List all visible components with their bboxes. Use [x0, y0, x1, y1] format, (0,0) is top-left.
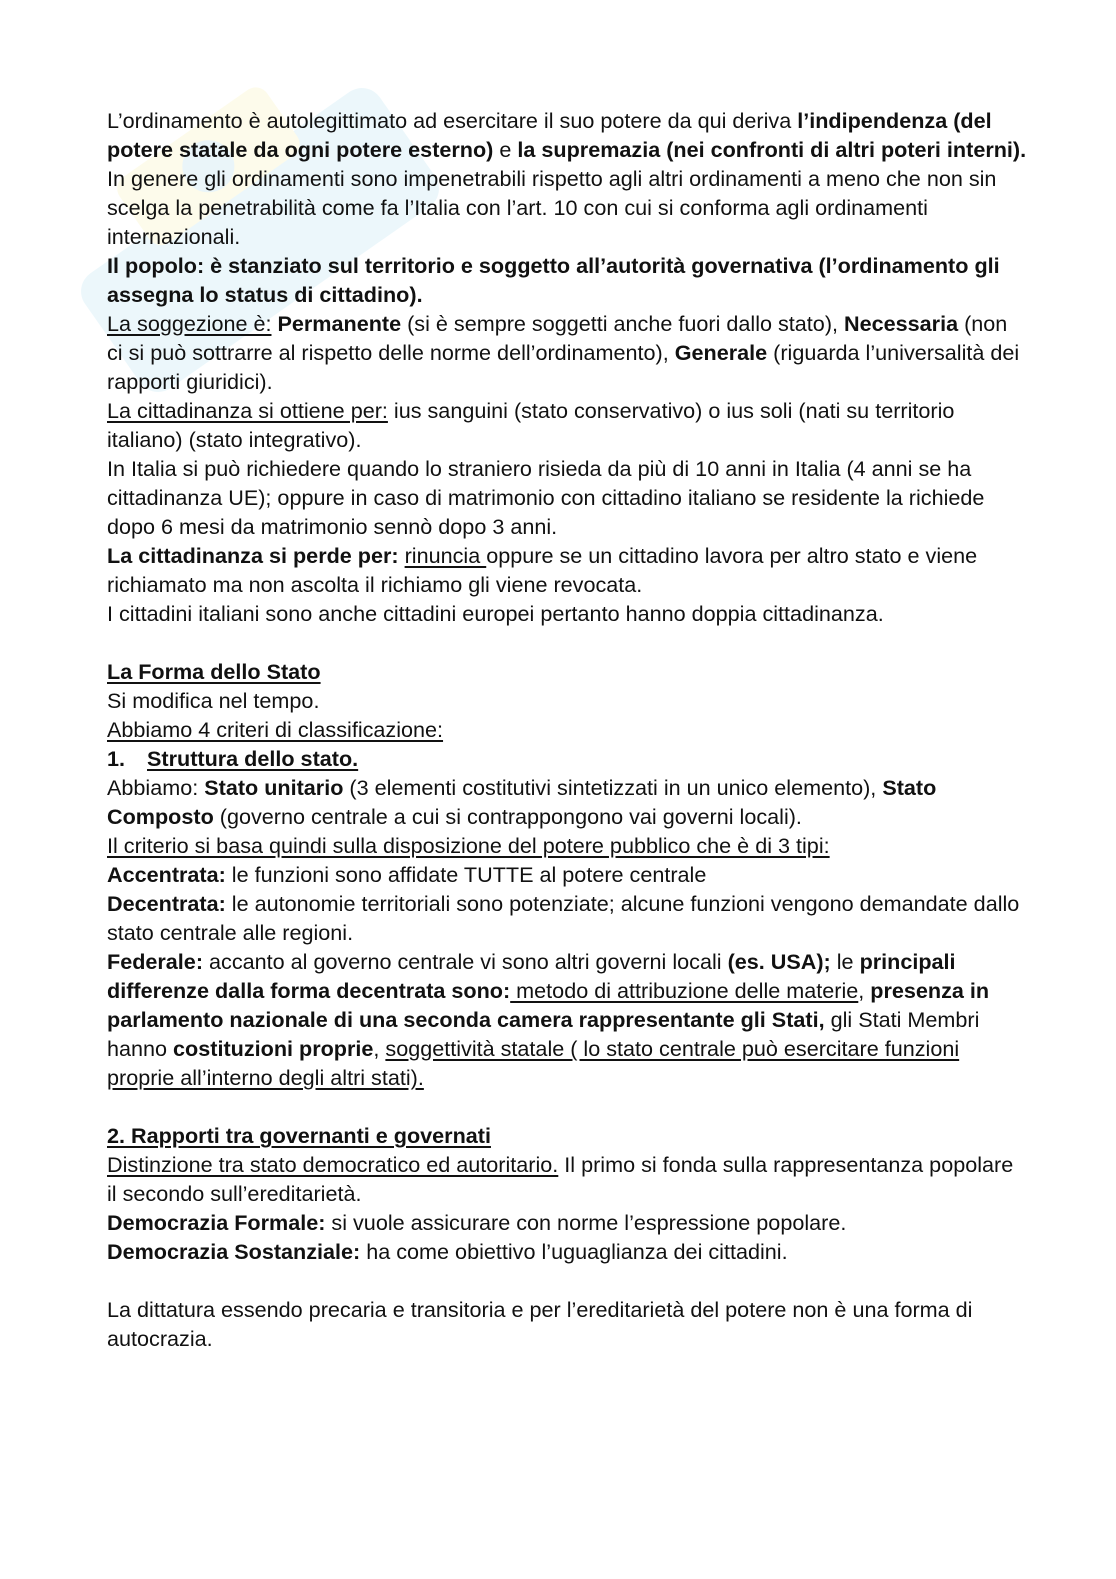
paragraph	[107, 715, 1027, 744]
text-run: La cittadinanza si perde per:	[107, 543, 399, 568]
text-run: La Forma dello Stato	[107, 659, 321, 684]
text-run: (es. USA);	[727, 949, 831, 974]
text-run: La soggezione è:	[107, 311, 272, 336]
text-run: Distinzione tra stato democratico ed autoritario.	[107, 1152, 559, 1177]
text-run: Accentrata:	[107, 862, 226, 887]
document-page	[107, 106, 1027, 1353]
paragraph	[107, 860, 1027, 889]
paragraph	[107, 744, 1027, 773]
text-run: la supremazia (nei confronti di altri poteri interni).	[517, 137, 1027, 162]
text-run: (governo centrale a cui si contrappongono vai governi locali).	[213, 804, 802, 829]
text-run: ius sanguini (stato conservativo) o ius soli (nati su territorio italiano) (stato integrativo).	[107, 398, 955, 452]
text-run: le funzioni sono affidate TUTTE al potere centrale	[225, 862, 707, 887]
text-run: si vuole assicurare con norme l’espressione popolare.	[325, 1210, 847, 1235]
text-run: Il primo si fonda sulla rappresentanza popolare il secondo sull’ereditarietà.	[107, 1152, 1014, 1206]
text-run: rinuncia	[404, 543, 487, 568]
paragraph	[107, 686, 1027, 715]
text-run: Il popolo: è stanziato sul territorio e soggetto all’autorità governativa (l’ordinamento gli assegna lo status di cittadino).	[107, 253, 1000, 307]
text-run: Stato unitario	[204, 775, 344, 800]
text-run: metodo di attribuzione delle materie	[510, 978, 859, 1003]
paragraph	[107, 1295, 1027, 1353]
text-run: Federale:	[107, 949, 204, 974]
text-run: I cittadini italiani sono anche cittadini europei pertanto hanno doppia cittadinanza.	[107, 601, 884, 626]
text-run: Abbiamo:	[107, 775, 205, 800]
paragraph	[107, 1150, 1027, 1208]
paragraph	[107, 251, 1027, 309]
text-run: La dittatura essendo precaria e transitoria e per l’ereditarietà del potere non è una forma di autocrazia.	[107, 1297, 973, 1351]
paragraph	[107, 773, 1027, 831]
paragraph	[107, 309, 1027, 396]
paragraph	[107, 657, 1027, 686]
paragraph	[107, 541, 1027, 599]
text-run: Si modifica nel tempo.	[107, 688, 320, 713]
text-run: Necessaria	[844, 311, 959, 336]
text-run: 2. Rapporti tra governanti e governati	[107, 1123, 491, 1148]
text-run: Struttura dello stato.	[147, 746, 359, 771]
text-run: presenza in parlamento nazionale di una seconda camera rappresentante gli Stati,	[107, 978, 990, 1032]
paragraph	[107, 947, 1027, 1092]
text-run: La cittadinanza si ottiene per:	[107, 398, 388, 423]
blank-line	[107, 1092, 1027, 1121]
paragraph	[107, 1237, 1027, 1266]
text-run: gli Stati Membri hanno	[107, 1007, 980, 1061]
text-run: oppure se un cittadino lavora per altro stato e viene richiamato ma non ascolta il richiamo gli viene revocata.	[107, 543, 978, 597]
paragraph	[107, 396, 1027, 454]
text-run: costituzioni proprie	[173, 1036, 374, 1061]
paragraph	[107, 454, 1027, 541]
text-run: Decentrata:	[107, 891, 226, 916]
text-run: soggettività statale ( lo stato centrale può esercitare funzioni proprie all’interno degli altri stati).	[107, 1036, 960, 1090]
text-run: 1.	[107, 746, 126, 771]
paragraph	[107, 831, 1027, 860]
blank-line	[107, 628, 1027, 657]
text-run: Il criterio si basa quindi sulla disposizione del potere pubblico che è di 3 tipi:	[107, 833, 830, 858]
text-run: Democrazia Sostanziale:	[107, 1239, 361, 1264]
text-run: (non ci si può sottrarre al rispetto delle norme dell’ordinamento),	[107, 311, 1008, 365]
text-run: L’ordinamento è autolegittimato ad esercitare il suo potere da qui deriva	[107, 108, 798, 133]
text-run: e	[493, 137, 518, 162]
text-run: (3 elementi costitutivi sintetizzati in un unico elemento),	[343, 775, 883, 800]
text-run: ha come obiettivo l’uguaglianza dei cittadini.	[360, 1239, 788, 1264]
paragraph	[107, 1121, 1027, 1150]
text-run: principali differenze dalla forma decentrata sono:	[107, 949, 956, 1003]
text-run: le autonomie territoriali sono potenziate; alcune funzioni vengono demandate dallo stato centrale alle regioni.	[107, 891, 1020, 945]
text-run: ,	[858, 978, 871, 1003]
paragraph	[107, 106, 1027, 164]
paragraph	[107, 889, 1027, 947]
blank-line	[107, 1266, 1027, 1295]
text-run: Stato Composto	[107, 775, 937, 829]
text-run: In Italia si può richiedere quando lo straniero risieda da più di 10 anni in Italia (4 anni se ha cittadinanza UE); oppure in caso di matrimonio con cittadino italiano se residente la richiede dopo 6 mesi da matrimonio sennò dopo 3 anni.	[107, 456, 985, 539]
text-run: l’indipendenza (del potere statale da ogni potere esterno)	[107, 108, 992, 162]
text-run: accanto al governo centrale vi sono altri governi locali	[203, 949, 728, 974]
text-run: In genere gli ordinamenti sono impenetrabili rispetto agli altri ordinamenti a meno che non sin scelga la penetrabilità come fa l’Italia con l’art. 10 con cui si conforma agli ordinamenti internazionali.	[107, 166, 997, 249]
text-run: (si è sempre soggetti anche fuori dallo stato),	[401, 311, 845, 336]
text-run: (riguarda l’universalità dei rapporti giuridici).	[107, 340, 1020, 394]
text-run: Democrazia Formale:	[107, 1210, 326, 1235]
paragraph	[107, 599, 1027, 628]
text-run: Permanente	[277, 311, 402, 336]
text-run: Generale	[674, 340, 768, 365]
paragraph	[107, 1208, 1027, 1237]
text-run: le	[830, 949, 860, 974]
text-run: Abbiamo 4 criteri di classificazione:	[107, 717, 444, 742]
paragraph	[107, 164, 1027, 251]
text-run: ,	[373, 1036, 386, 1061]
